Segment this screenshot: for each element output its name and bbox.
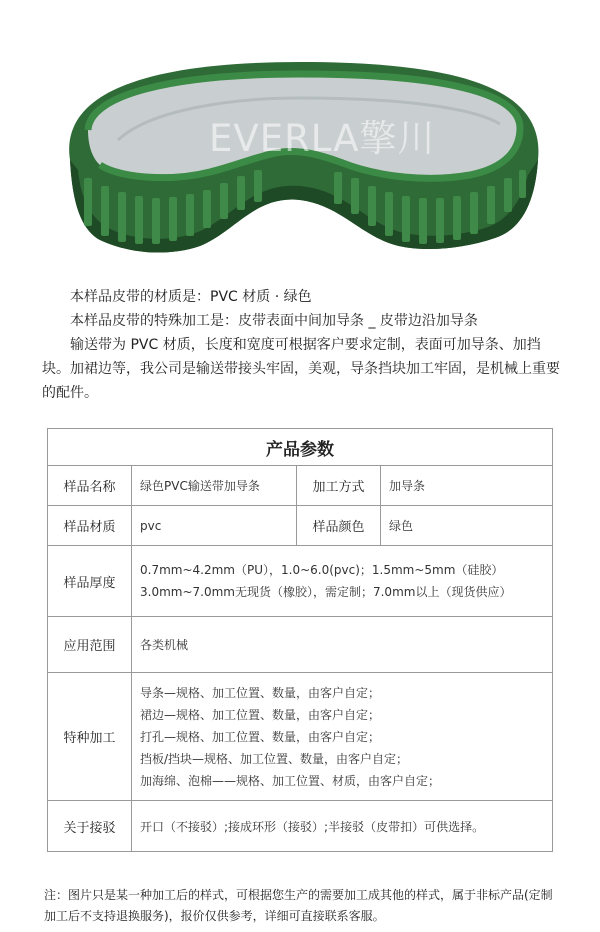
color-value: 绿色 — [381, 506, 553, 546]
special-label: 特种加工 — [48, 673, 132, 801]
special-line: 打孔—规格、加工位置、数量，由客户自定； — [140, 729, 381, 744]
table-row — [48, 673, 553, 801]
thickness-value — [132, 546, 553, 617]
parameter-table — [47, 428, 553, 852]
thickness-line: 0.7mm~4.2mm（PU），1.0~6.0(pvc)；1.5mm~5mm（硅胶） — [140, 563, 504, 577]
table-row — [48, 801, 553, 852]
table-row — [48, 546, 553, 617]
special-line: 导条—规格、加工位置、数量，由客户自定； — [140, 685, 381, 700]
special-line: 加海绵、泡棉——规格、加工位置、材质，由客户自定； — [140, 773, 441, 788]
name-label: 样品名称 — [48, 466, 132, 506]
thickness-line: 3.0mm~7.0mm无现货（橡胶），需定制；7.0mm以上（现货供应） — [140, 585, 512, 599]
thickness-label: 样品厚度 — [48, 546, 132, 617]
table-row — [48, 617, 553, 673]
process-label: 加工方式 — [297, 466, 381, 506]
belt-description: 输送带为 PVC 材质，长度和宽度可根据客户要求定制，表面可加导条、加挡块。加裙边等，我公司是输送带接头牢固，美观，导条挡块加工牢固，是机械上重要的配件。 — [42, 337, 560, 401]
application-label: 应用范围 — [48, 617, 132, 673]
product-description — [42, 285, 562, 405]
table-row — [48, 506, 553, 546]
process-value: 加导条 — [381, 466, 553, 506]
product-photo — [0, 0, 600, 280]
joint-value: 开口（不接驳）;接成环形（接驳）;半接驳（皮带扣）可供选择。 — [132, 801, 553, 852]
processing-description: 本样品皮带的特殊加工是：皮带表面中间加导条 _ 皮带边沿加导条 — [70, 313, 478, 329]
name-value: 绿色PVC输送带加导条 — [132, 466, 297, 506]
table-row — [48, 466, 553, 506]
application-value: 各类机械 — [132, 617, 553, 673]
special-value — [132, 673, 553, 801]
color-label: 样品颜色 — [297, 506, 381, 546]
material-value: pvc — [132, 506, 297, 546]
material-label: 样品材质 — [48, 506, 132, 546]
special-line: 挡板/挡块—规格、加工位置、数量，由客户自定； — [140, 751, 409, 766]
table-title: 产品参数 — [48, 429, 553, 466]
brand-watermark: EVERLA擎川 — [209, 117, 436, 160]
joint-label: 关于接驳 — [48, 801, 132, 852]
special-line: 裙边—规格、加工位置、数量，由客户自定； — [140, 707, 381, 722]
footnote: 注：图片只是某一种加工后的样式，可根据您生产的需要加工成其他的样式，属于非标产品(定制加工后不支持退换服务)，报价仅供参考，详细可直接联系客服。 — [44, 888, 553, 923]
material-description: 本样品皮带的材质是：PVC 材质 · 绿色 — [70, 289, 312, 305]
